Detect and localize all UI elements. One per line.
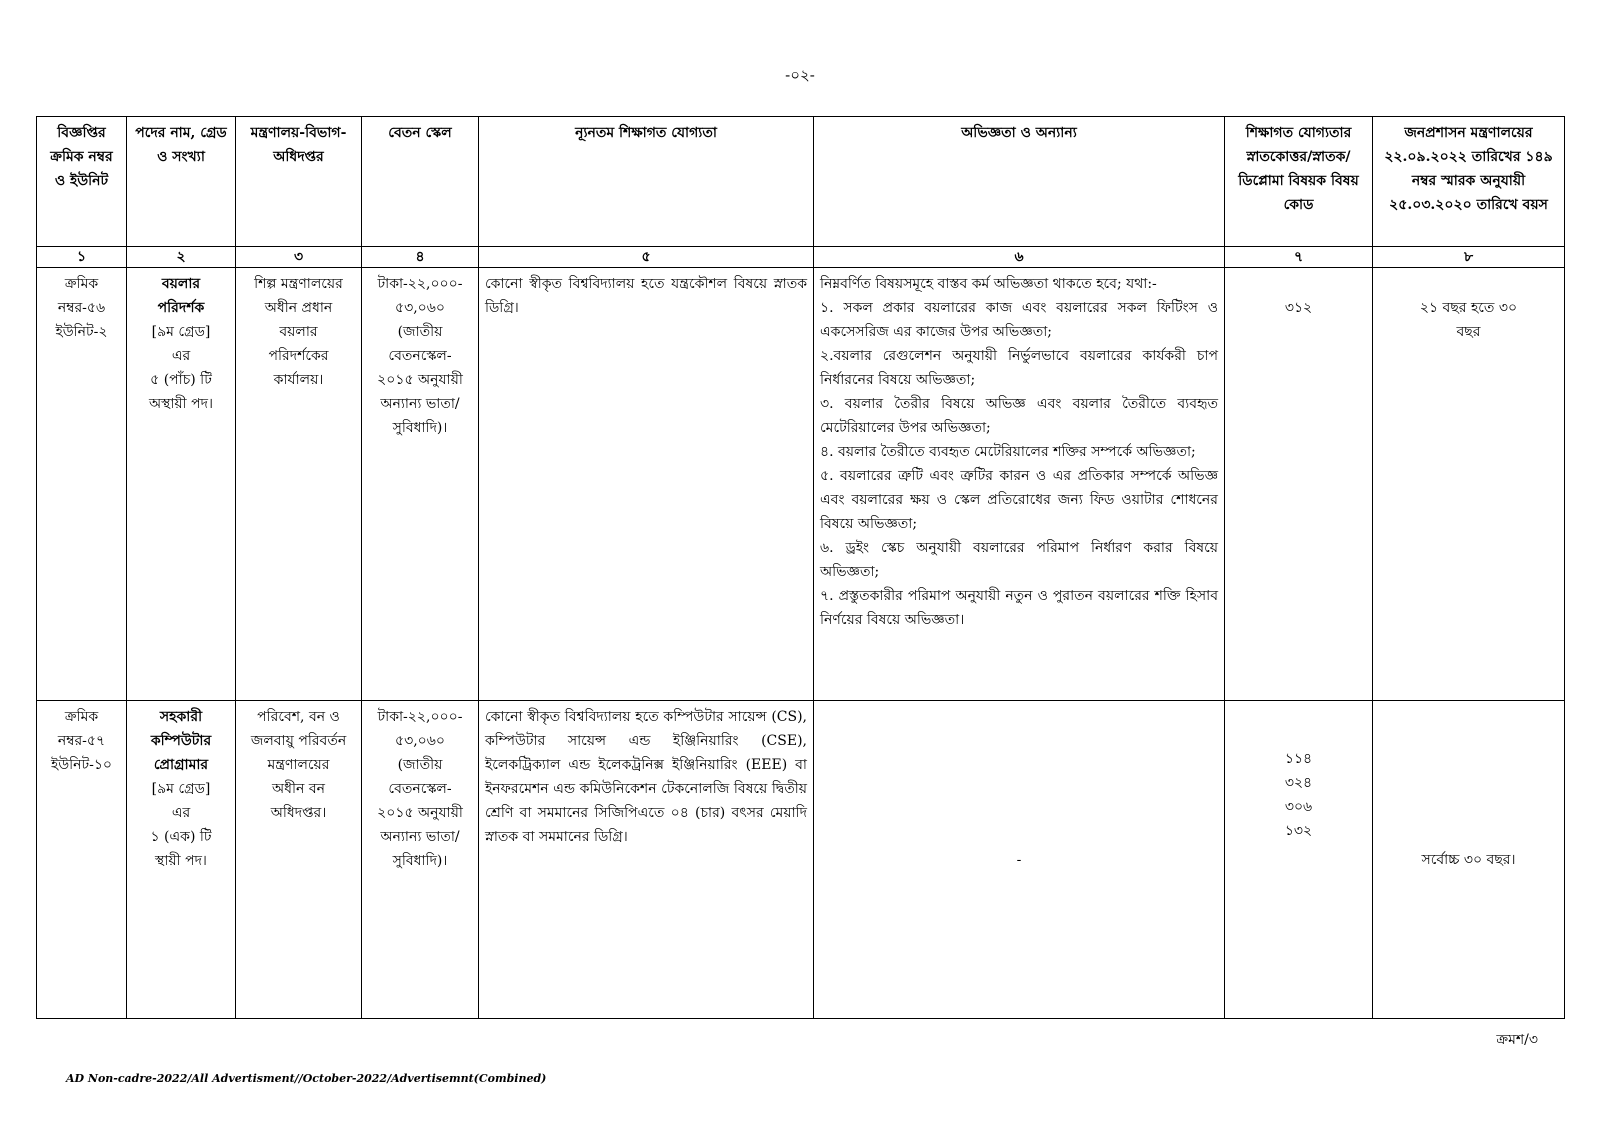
pay-line: অন্যান্য ভাতা/ [380,829,460,845]
serial-line: নম্বর-৫৭ [57,733,106,749]
ministry-cell [236,268,362,701]
pay-line: বেতনস্কেল- [388,348,452,364]
post-cell [127,701,236,1019]
post-grade: স্থায়ী পদ। [155,853,207,869]
subject-code: ৩১২ [1284,300,1313,316]
subject-code: ৩২৪ [1284,775,1313,791]
ministry-line: অধিদপ্তর। [270,805,327,821]
post-cell [127,268,236,701]
subject-code: ৩০৬ [1284,799,1313,815]
age-cell [1373,701,1565,1019]
column-number: ৫ [479,247,814,268]
page-number: -০২- [785,66,815,84]
ministry-line: পরিবেশ, বন ও [257,709,340,725]
subject-code-cell [1225,268,1373,701]
column-number: ৬ [814,247,1225,268]
column-number: ৮ [1373,247,1565,268]
experience-item: ১. সকল প্রকার বয়লারের কাজ এবং বয়লারের সকল ফিটিংস ও একসেসরিজ এর কাজের উপর অভিজ্ঞতা; [820,300,1218,340]
serial-line: ইউনিট-১০ [50,757,113,773]
column-number: ৩ [236,247,362,268]
column-number-row [37,247,1565,268]
header-age: জনপ্রশাসন মন্ত্রণালয়ের ২২.০৯.২০২২ তারিখের ১৪৯ নম্বর স্মারক অনুযায়ী ২৫.০৩.২০২০ তারিখে বয়স [1373,117,1565,247]
header-post: পদের নাম, গ্রেড ও সংখ্যা [127,117,236,247]
ministry-line: শিল্প মন্ত্রণালয়ের [254,276,343,292]
post-grade: অস্থায়ী পদ। [148,396,214,412]
ministry-line: বয়লার [279,324,318,340]
column-number: ২ [127,247,236,268]
pay-scale-cell [362,701,479,1019]
post-grade: ১ (এক) টি [150,829,212,845]
subject-code-cell [1225,701,1373,1019]
column-number: ৭ [1225,247,1373,268]
table-row [37,268,1565,701]
header-ministry: মন্ত্রণালয়-বিভাগ-অধিদপ্তর [236,117,362,247]
post-title: কম্পিউটার [150,733,212,749]
column-number: ১ [37,247,127,268]
ministry-line: পরিদর্শকের [268,348,329,364]
ministry-line: অধীন বন [272,781,325,797]
header-subject-code: শিক্ষাগত যোগ্যতার স্নাতকোত্তর/স্নাতক/ ডিপ্লোমা বিষয়ক বিষয় কোড [1225,117,1373,247]
pay-line: বেতনস্কেল- [388,781,452,797]
pay-line: সুবিধাদি)। [392,420,448,436]
ministry-line: মন্ত্রণালয়ের [267,757,330,773]
age-cell [1373,268,1565,701]
pay-line: ৫৩,০৬০ [395,300,445,316]
serial-line: নম্বর-৫৬ [57,300,106,316]
subject-code: ১১৪ [1284,751,1313,767]
serial-cell [37,268,127,701]
serial-cell [37,701,127,1019]
post-grade: এর [171,348,191,364]
experience-item: ৪. বয়লার তৈরীতে ব্যবহৃত মেটেরিয়ালের শক্তির সম্পর্কে অভিজ্ঞতা; [820,444,1196,460]
serial-line: ইউনিট-২ [55,324,108,340]
pay-line: টাকা-২২,০০০- [377,276,463,292]
experience-item: ৩. বয়লার তৈরীর বিষয়ে অভিজ্ঞ এবং বয়লার তৈরীতে ব্যবহৃত মেটেরিয়ালের উপর অভিজ্ঞতা; [820,396,1218,436]
header-experience: অভিজ্ঞতা ও অন্যান্য [814,117,1225,247]
post-grade: [৯ম গ্রেড] [151,324,211,340]
pay-line: অন্যান্য ভাতা/ [380,396,460,412]
experience-item: ৭. প্রস্তুতকারীর পরিমাপ অনুযায়ী নতুন ও পুরাতন বয়লারের শক্তি হিসাব নির্ণয়ের বিষয়ে অভিজ্ঞতা। [820,588,1218,628]
header-serial: বিজ্ঞপ্তির ক্রমিক নম্বর ও ইউনিট [37,117,127,247]
experience-item: ২.বয়লার রেগুলেশন অনুযায়ী নির্ভুলভাবে বয়লারের কার্যকরী চাপ নির্ধারনের বিষয়ে অভিজ্ঞতা; [820,348,1218,388]
education-cell: কোনো স্বীকৃত বিশ্ববিদ্যালয় হতে যন্ত্রকৌশল বিষয়ে স্নাতক ডিগ্রি। [479,268,814,701]
pay-line: সুবিধাদি)। [392,853,448,869]
ministry-line: জলবায়ু পরিবর্তন [250,733,347,749]
post-grade: এর [171,805,191,821]
experience-item: ৬. ড্রইং স্কেচ অনুযায়ী বয়লারের পরিমাপ নির্ধারণ করার বিষয়ে অভিজ্ঞতা; [820,540,1218,580]
age-line: ২১ বছর হতে ৩০ [1419,300,1518,316]
pay-line: ২০১৫ অনুযায়ী [377,372,463,388]
recruitment-table [36,116,1565,1019]
post-title: পরিদর্শক [157,300,205,316]
footer-text: AD Non-cadre-2022/All Advertisment//October-2022/Advertisemnt(Combined) [66,1072,547,1085]
ministry-line: অধীন প্রধান [264,300,333,316]
serial-line: ক্রমিক [64,709,99,725]
pay-scale-cell [362,268,479,701]
age-line: বছর [1456,324,1481,340]
serial-line: ক্রমিক [64,276,99,292]
experience-item: নিম্নবর্ণিত বিষয়সমূহে বাস্তব কর্ম অভিজ্ঞতা থাকতে হবে; যথা:- [820,276,1157,292]
pay-line: (জাতীয় [397,757,443,773]
pay-line: (জাতীয় [397,324,443,340]
experience-cell [814,701,1225,1019]
header-pay-scale: বেতন স্কেল [362,117,479,247]
table-header-row [37,117,1565,247]
pay-line: ২০১৫ অনুযায়ী [377,805,463,821]
continued-note: ক্রমশ/৩ [1496,1032,1538,1048]
ministry-line: কার্যালয়। [273,372,324,388]
ministry-cell [236,701,362,1019]
post-title: প্রোগ্রামার [153,757,209,773]
pay-line: টাকা-২২,০০০- [377,709,463,725]
experience-cell [814,268,1225,701]
column-number: ৪ [362,247,479,268]
post-grade: ৫ (পাঁচ) টি [150,372,212,388]
post-grade: [৯ম গ্রেড] [151,781,211,797]
experience-item: - [1016,851,1022,868]
post-title: বয়লার [161,276,201,292]
pay-line: ৫৩,০৬০ [395,733,445,749]
table-row [37,701,1565,1019]
header-education: ন্যূনতম শিক্ষাগত যোগ্যতা [479,117,814,247]
subject-code: ১৩২ [1284,823,1313,839]
education-cell: কোনো স্বীকৃত বিশ্ববিদ্যালয় হতে কম্পিউটার সায়েন্স (CS), কম্পিউটার সায়েন্স এন্ড ইঞ্জিনিয়ারিং (CSE), ইলেকট্রিক্যাল এন্ড ইলেকট্রনিক্স ইঞ্জিনিয়ারিং (EEE) বা ইনফরমেশন এন্ড কমিউনিকেশন টেকনোলজি বিষয়ে দ্বিতীয় শ্রেণি বা সমমানের সিজিপিএতে ০৪ (চার) বৎসর মেয়াদি স্নাতক বা সমমানের ডিগ্রি। [479,701,814,1019]
experience-item: ৫. বয়লারের ত্রুটি এবং ত্রুটির কারন ও এর প্রতিকার সম্পর্কে অভিজ্ঞ এবং বয়লারের ক্ষয় ও স্কেল প্রতিরোধের জন্য ফিড ওয়াটার শোধনের বিষয়ে অভিজ্ঞতা; [820,468,1218,532]
post-title: সহকারী [159,709,203,725]
age-line: সর্বোচ্চ ৩০ বছর। [1421,851,1516,868]
